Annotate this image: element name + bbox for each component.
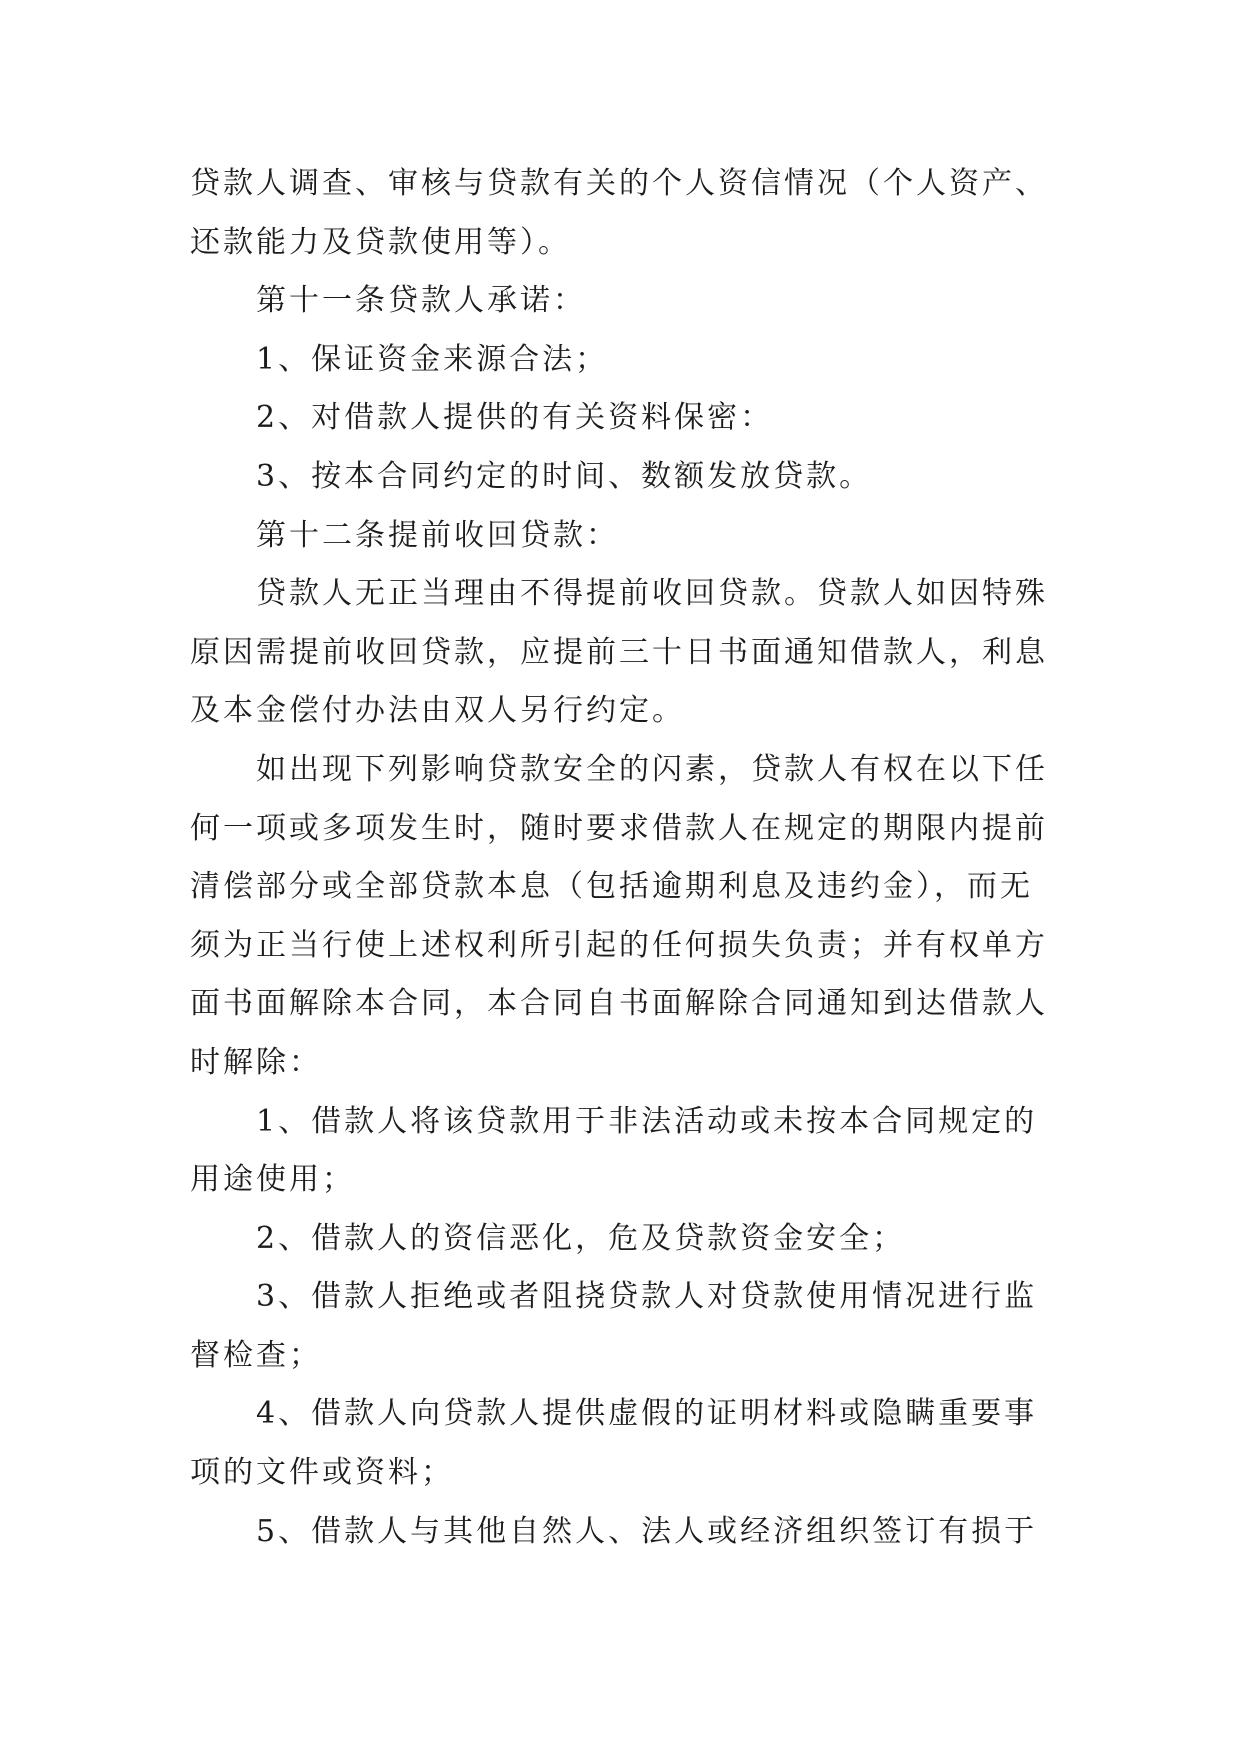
text-line: 项的文件或资料；	[190, 1455, 454, 1491]
list-item	[190, 389, 1070, 448]
text-line: 清偿部分或全部贷款本息（包括逾期利息及违约金），而无	[190, 869, 1033, 905]
text-line: 贷款人无正当理由不得提前收回贷款。贷款人如因特殊	[256, 576, 1048, 612]
text-line: 1、保证资金来源合法；	[256, 341, 609, 377]
article-heading-11	[190, 272, 1070, 331]
text-line: 第十二条提前收回贷款：	[256, 517, 619, 553]
text-line: 4、借款人向贷款人提供虚假的证明材料或隐瞒重要事	[256, 1396, 1038, 1432]
text-line: 还款能力及贷款使用等）。	[190, 224, 571, 260]
text-line: 第十一条贷款人承诺：	[256, 283, 586, 319]
document-body	[190, 155, 1070, 1561]
text-line: 2、借款人的资信恶化，危及贷款资金安全；	[256, 1220, 906, 1256]
paragraph	[190, 565, 1070, 741]
text-line: 面书面解除本合同，本合同自书面解除合同通知到达借款人	[190, 986, 1048, 1022]
text-line: 督检查；	[190, 1337, 322, 1373]
text-line: 如出现下列影响贷款安全的闪素，贷款人有权在以下任	[256, 751, 1048, 787]
text-line: 时解除：	[190, 1044, 322, 1080]
list-item	[190, 1093, 1070, 1210]
text-line: 须为正当行使上述权利所引起的任何损失负责；并有权单方	[190, 927, 1048, 963]
text-line: 及本金偿付办法由双人另行约定。	[190, 693, 685, 729]
list-item	[190, 1385, 1070, 1502]
paragraph-continuation	[190, 155, 1070, 272]
text-line: 2、对借款人提供的有关资料保密：	[256, 400, 774, 436]
list-item	[190, 1210, 1070, 1269]
list-item	[190, 448, 1070, 507]
text-line: 何一项或多项发生时，随时要求借款人在规定的期限内提前	[190, 810, 1048, 846]
text-line: 用途使用；	[190, 1162, 355, 1198]
list-item	[190, 1268, 1070, 1385]
text-line: 3、借款人拒绝或者阻挠贷款人对贷款使用情况进行监	[256, 1279, 1038, 1315]
text-line: 5、借款人与其他自然人、法人或经济组织签订有损于	[256, 1513, 1038, 1549]
text-line: 3、按本合同约定的时间、数额发放贷款。	[256, 458, 873, 494]
article-heading-12	[190, 507, 1070, 566]
text-line: 原因需提前收回贷款，应提前三十日书面通知借款人，利息	[190, 634, 1048, 670]
paragraph	[190, 741, 1070, 1093]
text-line: 1、借款人将该贷款用于非法活动或未按本合同规定的	[256, 1103, 1038, 1139]
list-item	[190, 1503, 1070, 1562]
text-line: 贷款人调查、审核与贷款有关的个人资信情况（个人资产、	[190, 166, 1048, 201]
list-item	[190, 331, 1070, 390]
